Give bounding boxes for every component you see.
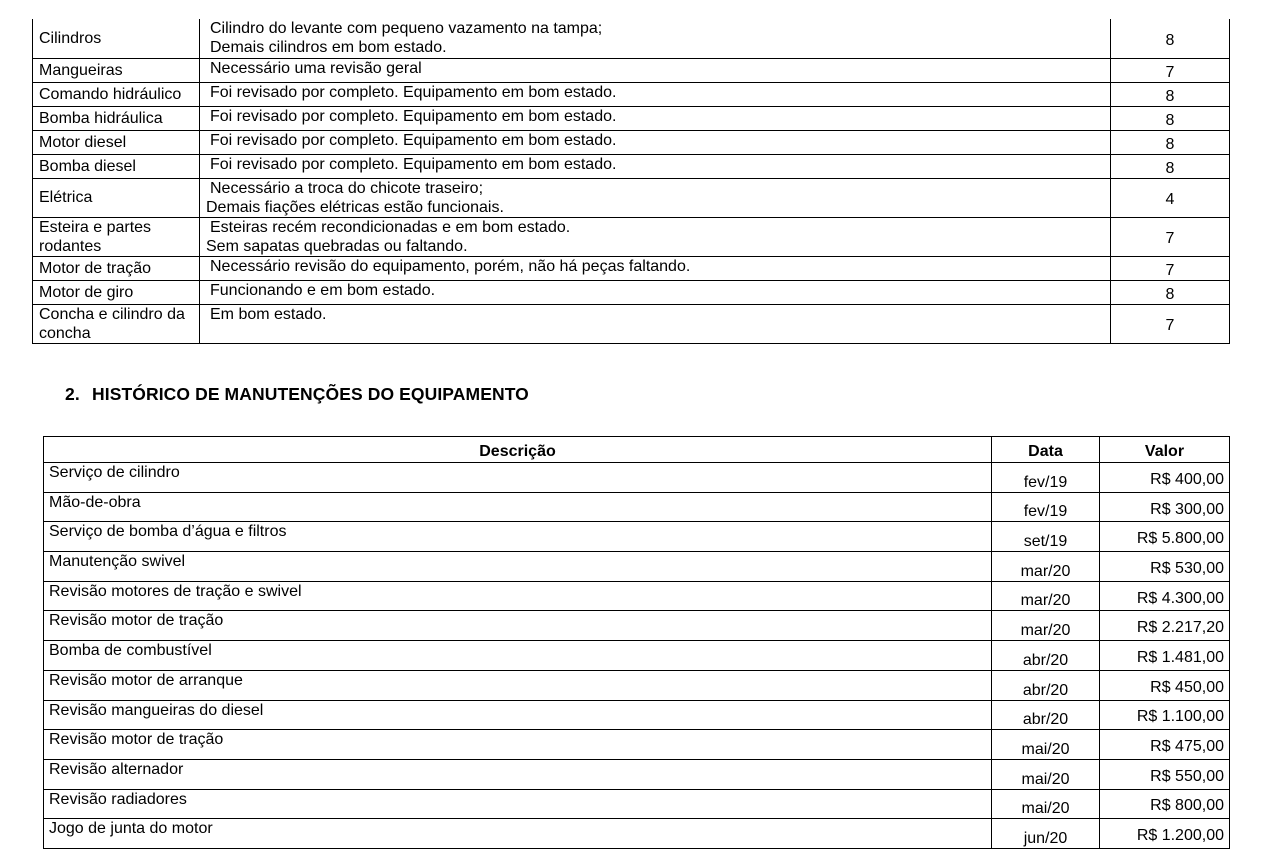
- date-cell: mai/20: [992, 789, 1100, 819]
- value-cell: R$ 1.200,00: [1100, 819, 1230, 849]
- date-cell: set/19: [992, 522, 1100, 552]
- value-cell: R$ 4.300,00: [1100, 581, 1230, 611]
- value-cell: R$ 2.217,20: [1100, 611, 1230, 641]
- condition-cell: [200, 106, 1111, 130]
- component-cell: Elétrica: [33, 178, 200, 217]
- date-cell: fev/19: [992, 492, 1100, 522]
- value-cell: R$ 800,00: [1100, 789, 1230, 819]
- condition-line: Funcionando e em bom estado.: [210, 281, 436, 299]
- condition-line: Demais fiações elétricas estão funcionais.: [206, 198, 504, 216]
- table-row: [44, 819, 1230, 849]
- description-cell: Mão-de-obra: [44, 492, 992, 522]
- condition-cell: [200, 178, 1111, 217]
- table-row: [44, 492, 1230, 522]
- description-cell: Revisão motor de tração: [44, 611, 992, 641]
- table-row: [44, 730, 1230, 760]
- table-row: [44, 552, 1230, 582]
- table-row: [33, 178, 1230, 217]
- value-cell: R$ 1.100,00: [1100, 700, 1230, 730]
- condition-line: Foi revisado por completo. Equipamento em bom estado.: [210, 131, 617, 149]
- table-row: [44, 641, 1230, 671]
- table-header-row: [44, 437, 1230, 463]
- condition-line: Demais cilindros em bom estado.: [210, 39, 447, 56]
- section-title: HISTÓRICO DE MANUTENÇÕES DO EQUIPAMENTO: [92, 384, 529, 404]
- date-cell: jun/20: [992, 819, 1100, 849]
- score-cell: 8: [1111, 82, 1230, 106]
- score-cell: 8: [1111, 130, 1230, 154]
- value-cell: R$ 550,00: [1100, 759, 1230, 789]
- table-row: [44, 700, 1230, 730]
- score-cell: 7: [1111, 304, 1230, 343]
- condition-cell: [200, 130, 1111, 154]
- condition-cell: [200, 280, 1111, 304]
- condition-line: Necessário a troca do chicote traseiro;: [210, 179, 484, 197]
- condition-line: Sem sapatas quebradas ou faltando.: [206, 237, 468, 255]
- score-cell: 7: [1111, 58, 1230, 82]
- value-cell: R$ 475,00: [1100, 730, 1230, 760]
- date-cell: mai/20: [992, 759, 1100, 789]
- date-cell: mai/20: [992, 730, 1100, 760]
- description-cell: Revisão radiadores: [44, 789, 992, 819]
- table-row: [33, 154, 1230, 178]
- header-date: Data: [992, 437, 1100, 463]
- description-cell: Revisão alternador: [44, 759, 992, 789]
- description-cell: Jogo de junta do motor: [44, 819, 992, 849]
- description-cell: Serviço de cilindro: [44, 463, 992, 493]
- value-cell: R$ 450,00: [1100, 670, 1230, 700]
- value-cell: R$ 5.800,00: [1100, 522, 1230, 552]
- section-number: 2.: [65, 384, 80, 404]
- score-cell: 8: [1111, 19, 1230, 58]
- table-row: [33, 217, 1230, 256]
- section-heading: [65, 384, 529, 405]
- table-row: [44, 670, 1230, 700]
- value-cell: R$ 1.481,00: [1100, 641, 1230, 671]
- score-cell: 8: [1111, 280, 1230, 304]
- condition-cell: [200, 58, 1111, 82]
- table-row: [44, 789, 1230, 819]
- table-row: [33, 280, 1230, 304]
- date-cell: fev/19: [992, 463, 1100, 493]
- value-cell: R$ 530,00: [1100, 552, 1230, 582]
- description-cell: Serviço de bomba d’água e filtros: [44, 522, 992, 552]
- date-cell: mar/20: [992, 581, 1100, 611]
- history-table-body: [44, 463, 1230, 849]
- condition-cell: [200, 217, 1111, 256]
- component-cell: Esteira e partes rodantes: [33, 217, 200, 256]
- condition-line: Esteiras recém recondicionadas e em bom estado.: [210, 218, 571, 236]
- component-cell: Motor de giro: [33, 280, 200, 304]
- description-cell: Revisão motores de tração e swivel: [44, 581, 992, 611]
- table-row: [44, 463, 1230, 493]
- date-cell: mar/20: [992, 611, 1100, 641]
- header-value: Valor: [1100, 437, 1230, 463]
- equipment-evaluation-table: [32, 19, 1230, 344]
- table-row: [33, 58, 1230, 82]
- description-cell: Manutenção swivel: [44, 552, 992, 582]
- description-cell: Bomba de combustível: [44, 641, 992, 671]
- component-cell: Bomba diesel: [33, 154, 200, 178]
- component-cell: Motor de tração: [33, 256, 200, 280]
- condition-line: Foi revisado por completo. Equipamento em bom estado.: [210, 155, 617, 173]
- condition-line: Em bom estado.: [210, 305, 327, 323]
- condition-line: Necessário revisão do equipamento, porém, não há peças faltando.: [210, 257, 691, 275]
- component-cell: Motor diesel: [33, 130, 200, 154]
- component-cell: Cilindros: [33, 19, 200, 58]
- component-cell: Mangueiras: [33, 58, 200, 82]
- maintenance-history-table: [43, 436, 1230, 849]
- table-row: [33, 304, 1230, 343]
- description-cell: Revisão mangueiras do diesel: [44, 700, 992, 730]
- table-row: [33, 106, 1230, 130]
- evaluation-table-body: [33, 19, 1230, 343]
- score-cell: 7: [1111, 256, 1230, 280]
- condition-cell: [200, 304, 1111, 343]
- value-cell: R$ 300,00: [1100, 492, 1230, 522]
- condition-cell: [200, 154, 1111, 178]
- table-row: [44, 611, 1230, 641]
- description-cell: Revisão motor de arranque: [44, 670, 992, 700]
- score-cell: 8: [1111, 154, 1230, 178]
- value-cell: R$ 400,00: [1100, 463, 1230, 493]
- score-cell: 7: [1111, 217, 1230, 256]
- table-row: [44, 522, 1230, 552]
- date-cell: abr/20: [992, 700, 1100, 730]
- table-row: [44, 759, 1230, 789]
- component-cell: Comando hidráulico: [33, 82, 200, 106]
- date-cell: abr/20: [992, 641, 1100, 671]
- table-row: [33, 256, 1230, 280]
- condition-line: Necessário uma revisão geral: [210, 59, 422, 77]
- description-cell: Revisão motor de tração: [44, 730, 992, 760]
- condition-cell: [200, 256, 1111, 280]
- table-row: [33, 130, 1230, 154]
- table-row: [33, 82, 1230, 106]
- score-cell: 4: [1111, 178, 1230, 217]
- date-cell: mar/20: [992, 552, 1100, 582]
- condition-cell: [200, 19, 1111, 58]
- header-description: Descrição: [44, 437, 992, 463]
- condition-cell: [200, 82, 1111, 106]
- condition-line: Cilindro do levante com pequeno vazamento na tampa;: [210, 20, 603, 37]
- date-cell: abr/20: [992, 670, 1100, 700]
- table-row: [44, 581, 1230, 611]
- condition-line: Foi revisado por completo. Equipamento em bom estado.: [210, 83, 617, 101]
- condition-line: Foi revisado por completo. Equipamento em bom estado.: [210, 107, 617, 125]
- table-row: [33, 19, 1230, 58]
- score-cell: 8: [1111, 106, 1230, 130]
- component-cell: Bomba hidráulica: [33, 106, 200, 130]
- component-cell: Concha e cilindro da concha: [33, 304, 200, 343]
